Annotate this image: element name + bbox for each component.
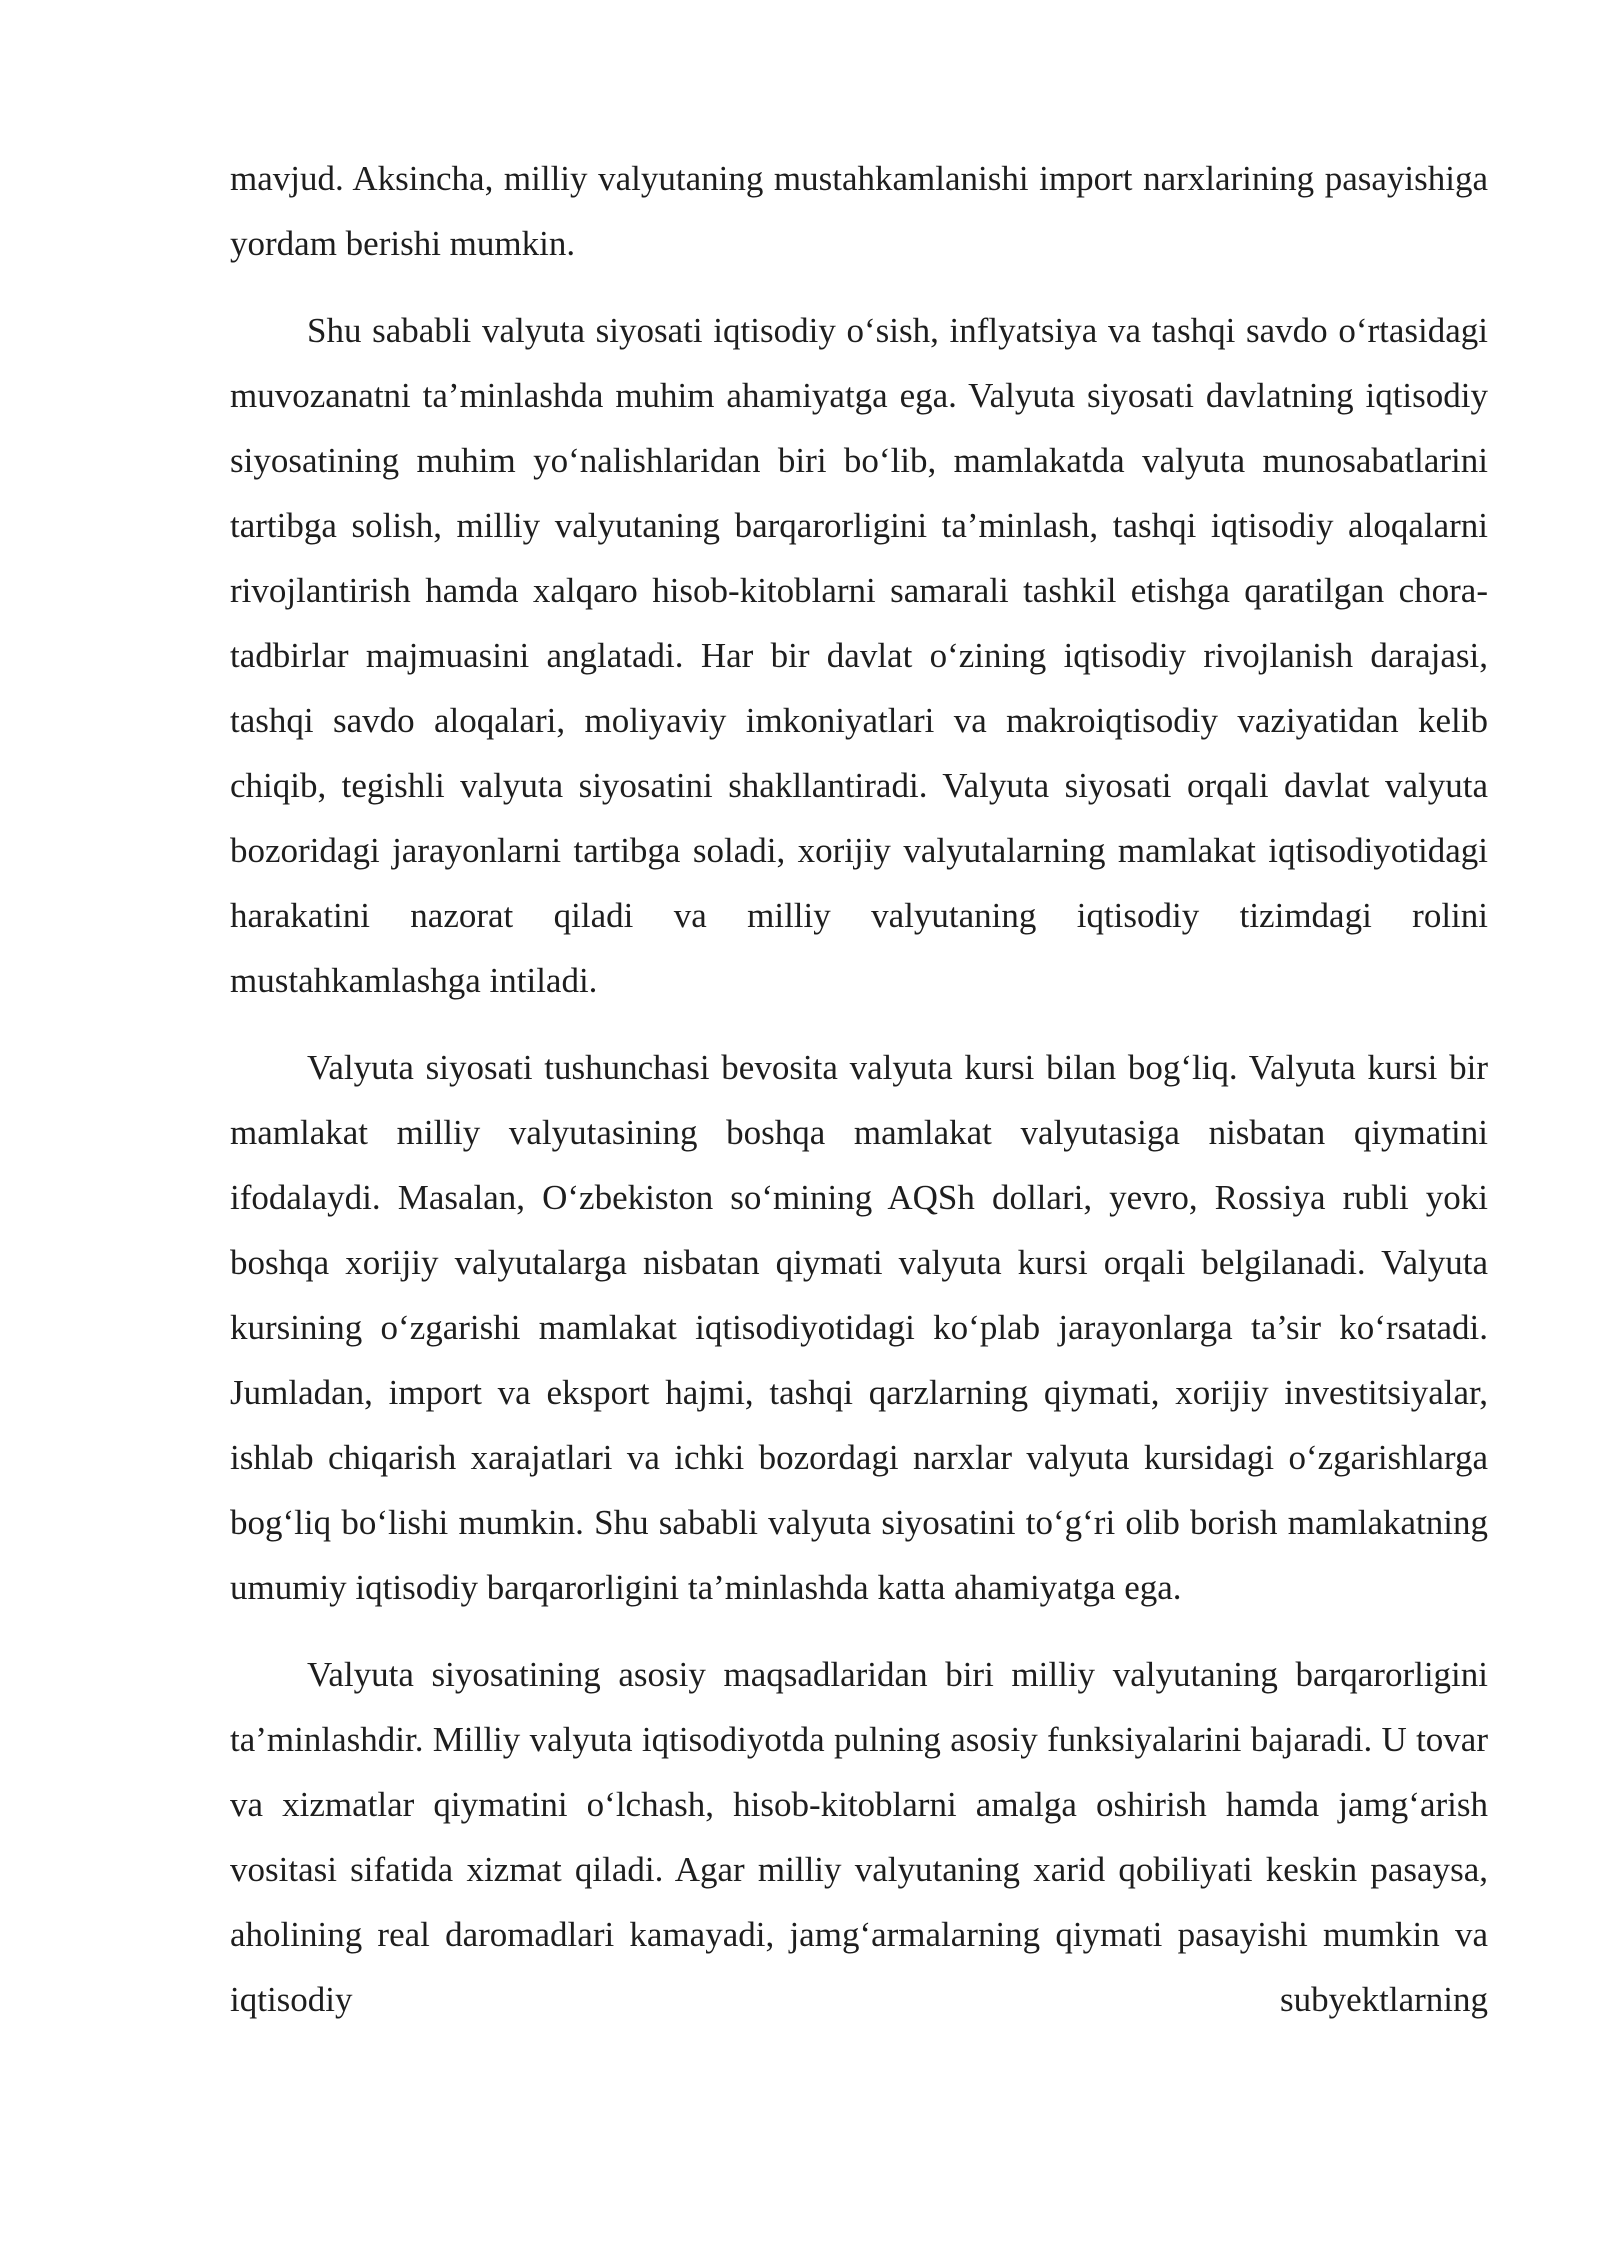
document-body bbox=[230, 146, 1488, 2054]
paragraph-continuation: mavjud. Aksincha, milliy valyutaning mustahkamlanishi import narxlarining pasayishiga yordam berishi mumkin. bbox=[230, 159, 1488, 263]
paragraph-currency-stability: Valyuta siyosatining asosiy maqsadlaridan biri milliy valyutaning barqarorligini ta’minlashdir. Milliy valyuta iqtisodiyotda pulning asosiy funksiyalarini bajaradi. U tovar va xizmatlar qiymatini o‘lchash, hisob-kitoblarni amalga oshirish hamda jamg‘arish vositasi sifatida xizmat qiladi. Agar milliy valyutaning xarid qobiliyati keskin pasaysa, aholining real daromadlari kamayadi, jamg‘armalarning qiymati pasayishi mumkin va iqtisodiy subyektlarning bbox=[230, 1655, 1488, 2019]
paragraph-exchange-rate: Valyuta siyosati tushunchasi bevosita valyuta kursi bilan bog‘liq. Valyuta kursi bir mamlakat milliy valyutasining boshqa mamlakat valyutasiga nisbatan qiymatini ifodalaydi. Masalan, O‘zbekiston so‘mining AQSh dollari, yevro, Rossiya rubli yoki boshqa xorijiy valyutalarga nisbatan qiymati valyuta kursi orqali belgilanadi. Valyuta kursining o‘zgarishi mamlakat iqtisodiyotidagi ko‘plab jarayonlarga ta’sir ko‘rsatadi. Jumladan, import va eksport hajmi, tashqi qarzlarning qiymati, xorijiy investitsiyalar, ishlab chiqarish xarajatlari va ichki bozordagi narxlar valyuta kursidagi o‘zgarishlarga bog‘liq bo‘lishi mumkin. Shu sababli valyuta siyosatini to‘g‘ri olib borish mamlakatning umumiy iqtisodiy barqarorligini ta’minlashda katta ahamiyatga ega. bbox=[230, 1048, 1488, 1607]
paragraph-currency-policy-definition: Shu sababli valyuta siyosati iqtisodiy o‘sish, inflyatsiya va tashqi savdo o‘rtasidagi muvozanatni ta’minlashda muhim ahamiyatga ega. Valyuta siyosati davlatning iqtisodiy siyosatining muhim yo‘nalishlaridan biri bo‘lib, mamlakatda valyuta munosabatlarini tartibga solish, milliy valyutaning barqarorligini ta’minlash, tashqi iqtisodiy aloqalarni rivojlantirish hamda xalqaro hisob-kitoblarni samarali tashkil etishga qaratilgan chora-tadbirlar majmuasini anglatadi. Har bir davlat o‘zining iqtisodiy rivojlanish darajasi, tashqi savdo aloqalari, moliyaviy imkoniyatlari va makroiqtisodiy vaziyatidan kelib chiqib, tegishli valyuta siyosatini shakllantiradi. Valyuta siyosati orqali davlat valyuta bozoridagi jarayonlarni tartibga soladi, xorijiy valyutalarning mamlakat iqtisodiyotidagi harakatini nazorat qiladi va milliy valyutaning iqtisodiy tizimdagi rolini mustahkamlashga intiladi. bbox=[230, 311, 1488, 1000]
